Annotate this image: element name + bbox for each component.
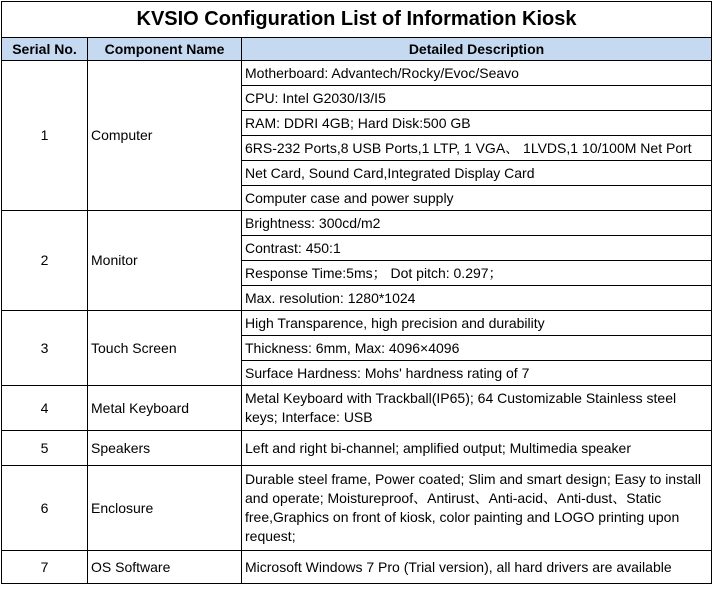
table-row xyxy=(2,61,712,86)
serial-number-cell: 5 xyxy=(2,431,88,466)
detail-description-cell: Surface Hardness: Mohs' hardness rating of 7 xyxy=(242,361,712,386)
serial-number-cell: 3 xyxy=(2,311,88,386)
configuration-table xyxy=(1,1,712,584)
table-row xyxy=(2,386,712,431)
detail-description-cell: Durable steel frame, Power coated; Slim and smart design; Easy to install and operate; Moistureproof、Antirust、Anti-acid、Anti-dust、Static free,Graphics on front of kiosk, color painting and LOGO printing upon request; xyxy=(242,466,712,551)
component-name-cell: Enclosure xyxy=(88,466,242,551)
component-name-cell: Monitor xyxy=(88,211,242,311)
component-name-cell: Touch Screen xyxy=(88,311,242,386)
component-name-cell: Speakers xyxy=(88,431,242,466)
detail-description-cell: 6RS-232 Ports,8 USB Ports,1 LTP, 1 VGA、 1LVDS,1 10/100M Net Port xyxy=(242,136,712,161)
detail-description-cell: High Transparence, high precision and durability xyxy=(242,311,712,336)
component-name-cell: Metal Keyboard xyxy=(88,386,242,431)
detail-description-cell: Response Time:5ms； Dot pitch: 0.297； xyxy=(242,261,712,286)
serial-number-cell: 4 xyxy=(2,386,88,431)
detail-description-cell: Brightness: 300cd/m2 xyxy=(242,211,712,236)
detail-description-cell: Left and right bi-channel; amplified output; Multimedia speaker xyxy=(242,431,712,466)
table-row xyxy=(2,431,712,466)
detail-description-cell: Contrast: 450:1 xyxy=(242,236,712,261)
serial-number-cell: 2 xyxy=(2,211,88,311)
page-title: KVSIO Configuration List of Information Kiosk xyxy=(2,2,712,38)
table-row xyxy=(2,551,712,584)
serial-number-cell: 6 xyxy=(2,466,88,551)
detail-description-cell: Net Card, Sound Card,Integrated Display Card xyxy=(242,161,712,186)
detail-description-cell: Metal Keyboard with Trackball(IP65); 64 Customizable Stainless steel keys; Interface: USB xyxy=(242,386,712,431)
component-name-cell: OS Software xyxy=(88,551,242,584)
serial-number-cell: 7 xyxy=(2,551,88,584)
table-row xyxy=(2,211,712,236)
table-row xyxy=(2,466,712,551)
detail-description-cell: RAM: DDRI 4GB; Hard Disk:500 GB xyxy=(242,111,712,136)
configuration-sheet xyxy=(1,1,712,587)
detail-description-cell: Motherboard: Advantech/Rocky/Evoc/Seavo xyxy=(242,61,712,86)
detail-description-cell: Thickness: 6mm, Max: 4096×4096 xyxy=(242,336,712,361)
detail-description-cell: Computer case and power supply xyxy=(242,186,712,211)
detail-description-cell: Max. resolution: 1280*1024 xyxy=(242,286,712,311)
table-row xyxy=(2,311,712,336)
component-name-cell: Computer xyxy=(88,61,242,211)
header-serial: Serial No. xyxy=(2,38,88,61)
detail-description-cell: CPU: Intel G2030/I3/I5 xyxy=(242,86,712,111)
serial-number-cell: 1 xyxy=(2,61,88,211)
header-component: Component Name xyxy=(88,38,242,61)
header-description: Detailed Description xyxy=(242,38,712,61)
detail-description-cell: Microsoft Windows 7 Pro (Trial version), all hard drivers are available xyxy=(242,551,712,584)
